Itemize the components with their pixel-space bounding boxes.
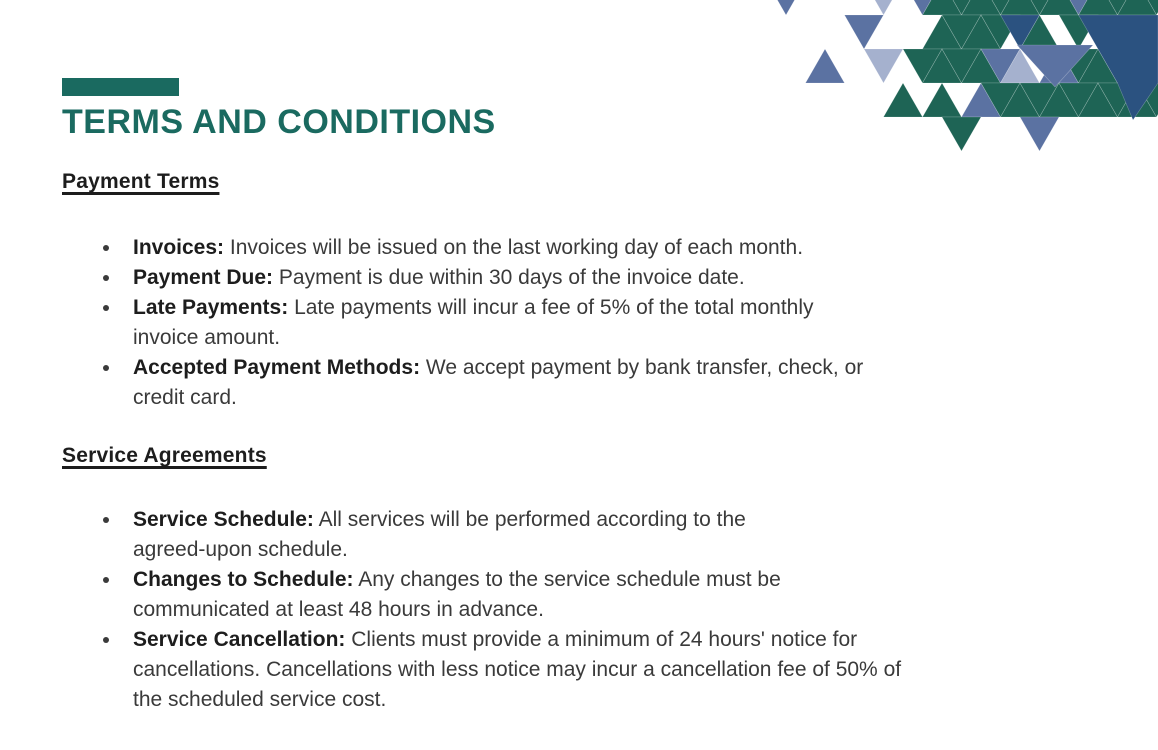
item-text	[133, 293, 1122, 353]
item-body: All services will be performed according to the	[318, 508, 746, 531]
item-text	[133, 625, 1122, 715]
accent-bar	[62, 78, 179, 96]
document-section	[62, 169, 1122, 413]
list-item	[62, 293, 1122, 353]
section-heading: Payment Terms	[62, 170, 220, 193]
bullet-icon	[103, 365, 109, 371]
bullet-icon	[103, 305, 109, 311]
bullet-column	[62, 233, 133, 263]
list-item	[62, 263, 1122, 293]
text-line: agreed-upon schedule.	[133, 538, 348, 561]
text-line	[133, 565, 1122, 595]
item-label: Late Payments:	[133, 296, 289, 319]
item-body: Payment is due within 30 days of the invoice date.	[278, 266, 745, 289]
item-label: Service Cancellation:	[133, 628, 346, 651]
bullet-icon	[103, 517, 109, 523]
item-text	[133, 505, 1122, 565]
item-label: Accepted Payment Methods:	[133, 356, 421, 379]
bullet-icon	[103, 275, 109, 281]
document-content	[62, 0, 1122, 715]
list-item	[62, 353, 1122, 413]
text-line	[133, 625, 1122, 655]
text-line: the scheduled service cost.	[133, 688, 387, 711]
bullet-column	[62, 293, 133, 353]
text-line	[133, 263, 1122, 293]
section-heading: Service Agreements	[62, 444, 267, 467]
list-item	[62, 505, 1122, 565]
bullet-column	[62, 565, 133, 625]
item-text	[133, 233, 1122, 263]
item-body: We accept payment by bank transfer, check, or	[425, 356, 864, 379]
list-item	[62, 233, 1122, 263]
item-label: Invoices:	[133, 236, 225, 259]
bullet-icon	[103, 637, 109, 643]
text-line: invoice amount.	[133, 326, 281, 349]
bullet-column	[62, 263, 133, 293]
bullet-column	[62, 353, 133, 413]
item-body: Clients must provide a minimum of 24 hours' notice for	[351, 628, 858, 651]
text-line	[133, 353, 1122, 383]
item-text	[133, 565, 1122, 625]
text-line	[133, 293, 1122, 323]
bullet-list	[62, 233, 1122, 413]
item-body: Any changes to the service schedule must be	[358, 568, 781, 591]
text-line	[133, 233, 1122, 263]
item-text	[133, 263, 1122, 293]
item-body: Late payments will incur a fee of 5% of the total monthly	[294, 296, 814, 319]
item-label: Changes to Schedule:	[133, 568, 354, 591]
bullet-column	[62, 505, 133, 565]
document-section	[62, 443, 1122, 715]
page-title: TERMS AND CONDITIONS	[62, 103, 496, 141]
text-line: communicated at least 48 hours in advance.	[133, 598, 544, 621]
item-label: Payment Due:	[133, 266, 274, 289]
bullet-icon	[103, 245, 109, 251]
bullet-icon	[103, 577, 109, 583]
text-line	[133, 505, 1122, 535]
item-text	[133, 353, 1122, 413]
list-item	[62, 565, 1122, 625]
list-item	[62, 625, 1122, 715]
bullet-list	[62, 505, 1122, 715]
text-line: cancellations. Cancellations with less notice may incur a cancellation fee of 50% of	[133, 658, 902, 681]
bullet-column	[62, 625, 133, 715]
text-line: credit card.	[133, 386, 237, 409]
item-body: Invoices will be issued on the last working day of each month.	[229, 236, 804, 259]
sections-container	[62, 169, 1122, 715]
item-label: Service Schedule:	[133, 508, 314, 531]
